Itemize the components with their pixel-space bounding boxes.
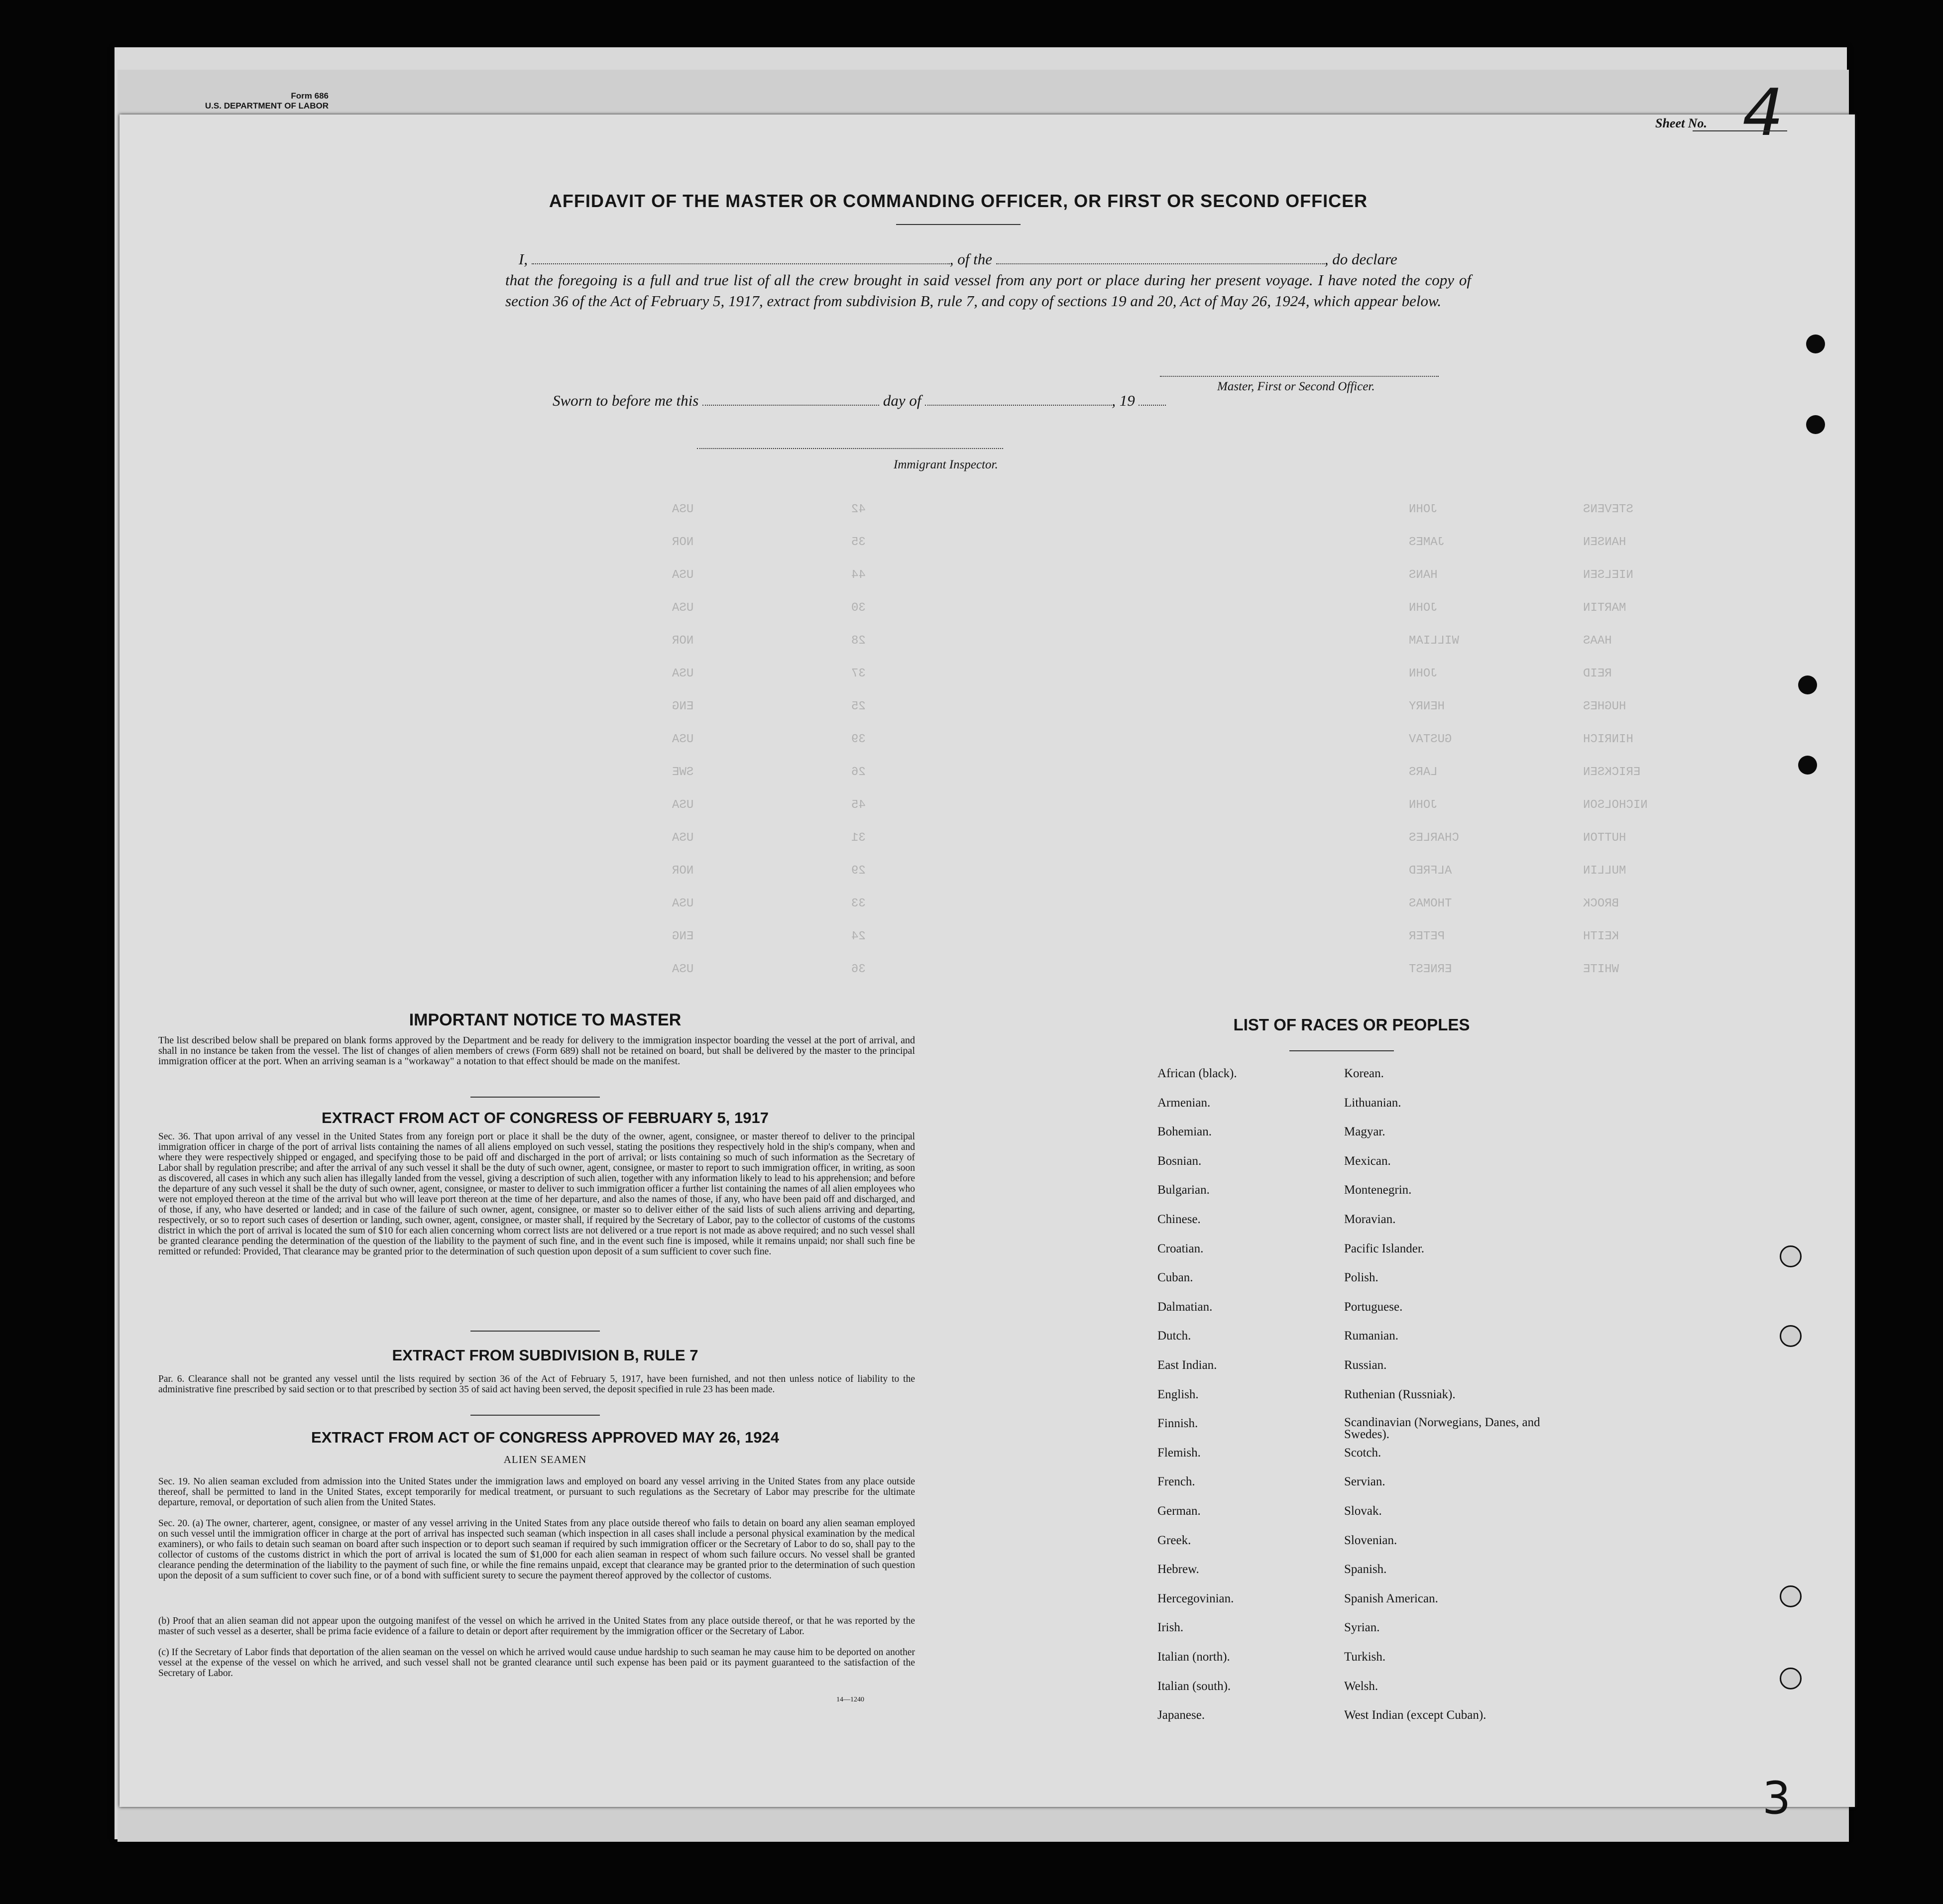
race-entry: Chinese. [1157, 1213, 1201, 1226]
bleedthrough-text: ERICKSEN [1583, 766, 1641, 779]
race-entry: Greek. [1157, 1533, 1191, 1547]
bleedthrough-text: NOR [672, 864, 694, 878]
race-entry: Hercegovinian. [1157, 1591, 1234, 1605]
race-entry: Italian (north). [1157, 1650, 1230, 1664]
bleedthrough-text: HUTTON [1583, 831, 1626, 845]
race-entry: Portuguese. [1344, 1300, 1403, 1314]
bleedthrough-text: MARTIN [1583, 601, 1626, 615]
form-number: Form 686 [291, 91, 329, 101]
bleedthrough-text: JOHN [1409, 667, 1438, 680]
races-title: LIST OF RACES OR PEOPLES [1233, 1015, 1470, 1034]
bleedthrough-text: NOR [672, 536, 694, 549]
section-20b-text: (b) Proof that an alien seaman did not appear upon the outgoing manifest of the vessel on which he arrived in the United States from any place outside thereof, or that he was reported by the master of such vessel as a deserter, shall be prima facie evidence of a failure to detain or deport after requirement by the immigration officer or the Secretary of Labor. [158, 1616, 915, 1637]
race-entry: Hebrew. [1157, 1563, 1199, 1576]
bleedthrough-text: 31 [851, 831, 866, 845]
bleedthrough-text: ENG [672, 700, 694, 713]
bleedthrough-text: 37 [851, 667, 866, 680]
bleedthrough-text: SWE [672, 766, 694, 779]
race-entry: East Indian. [1157, 1358, 1217, 1372]
bleedthrough-text: THOMAS [1409, 897, 1452, 910]
race-entry: Montenegrin. [1344, 1183, 1412, 1197]
bleedthrough-text: NOR [672, 634, 694, 648]
bleedthrough-text: MULLIN [1583, 864, 1626, 878]
bleedthrough-text: USA [672, 568, 694, 582]
form-identifier [144, 91, 329, 111]
race-entry: Dalmatian. [1157, 1300, 1213, 1314]
binder-hole [1780, 1668, 1802, 1689]
race-entry: Finnish. [1157, 1417, 1198, 1431]
bleedthrough-text: WHITE [1583, 963, 1619, 976]
extract-1917-title: EXTRACT FROM ACT OF CONGRESS OF FEBRUARY 5, 1917 [322, 1109, 769, 1126]
race-entry: Scotch. [1344, 1446, 1381, 1459]
sheet-number-underline [1693, 130, 1787, 131]
sheet-number-label: Sheet No. [1655, 116, 1707, 130]
extract-1917-text: Sec. 36. That upon arrival of any vessel in the United States from any foreign port or place it shall be the duty of the owner, agent, consignee, or master thereof to deliver to the principal immigration officer in charge of the port of arrival lists containing the names of all aliens employed on such vessel, stating the positions they respectively hold in the ship's company, when and where they were respectively shipped or engaged, and specifying those to be paid off and discharged in the port of arrival; or lists containing so much of such information as the Secretary of Labor shall by regulation prescribe; and after the arrival of any such vessel it shall be the duty of such owner, agent, consignee, or master to report to such immigration officer, in writing, as soon as discovered, all cases in which any such alien has illegally landed from the vessel, giving a description of such alien, together with any information likely to lead to his apprehension; and before the departure of any such vessel it shall be the duty of such owner, agent, consignee, or master to deliver to such immigration officer a further list containing the names of all alien employees who were not employed thereon at the time of the arrival but who will leave port thereon at the time of her departure, and also the names of those, if any, who have been paid off and discharged, and of those, if any, who have deserted or landed; and in case of the failure of such owner, agent, consignee, or master so to deliver either of the said lists of such aliens arriving and departing, respectively, or so to report such cases of desertion or landing, such owner, agent, consignee, or master shall, if required by the Secretary of Labor, pay to the collector of customs of the customs district in which the port of arrival is located the sum of $10 for each alien concerning whom correct lists are not delivered or a true report is not made as above required; and no such vessel shall be granted clearance pending the determination of the question of the liability to the payment of such fine, and in the event such fine is imposed, while it remains unpaid; nor shall such fine be remitted or refunded: Provided, That clearance may be granted prior to the determination of such question upon deposit of a sum sufficient to cover such fine. [158, 1131, 915, 1257]
sworn-year-field[interactable] [1139, 405, 1166, 406]
race-entry: Turkish. [1344, 1650, 1386, 1664]
race-entry: Bohemian. [1157, 1125, 1212, 1139]
race-entry: Rumanian. [1344, 1329, 1399, 1343]
bleedthrough-text: 30 [851, 601, 866, 615]
binder-hole [1780, 1245, 1802, 1267]
title-rule [896, 224, 1021, 225]
bleedthrough-text: JAMES [1409, 536, 1445, 549]
bleedthrough-text: ENG [672, 930, 694, 943]
race-entry: Polish. [1344, 1271, 1378, 1285]
binder-hole [1806, 415, 1825, 434]
officer-signature-field[interactable] [1160, 376, 1439, 377]
race-entry: Flemish. [1157, 1446, 1201, 1459]
bleedthrough-text: 29 [851, 864, 866, 878]
race-entry: Korean. [1344, 1067, 1384, 1080]
print-code: 14—1240 [836, 1696, 864, 1703]
affidavit-body: that the foregoing is a full and true list of all the crew brought in said vessel from any port or place during her present voyage. I have noted the copy of section 36 of the Act of February 5, 1917, extract from subdivision B, rule 7, and copy of sections 19 and 20, Act of May 26, 1924, which appear below. [505, 271, 1471, 310]
affidavit-title: AFFIDAVIT OF THE MASTER OR COMMANDING OFFICER, OR FIRST OR SECOND OFFICER [549, 191, 1368, 211]
vessel-name-field[interactable] [996, 263, 1325, 264]
bleedthrough-text: NIELSEN [1583, 568, 1633, 582]
day-of-label: day of [883, 392, 921, 409]
binder-hole [1806, 335, 1825, 353]
race-entry: Irish. [1157, 1621, 1184, 1635]
section-20a-text: Sec. 20. (a) The owner, charterer, agent, consignee, or master of any vessel arriving in the United States from any place outside thereof who fails to detain on board any alien seaman employed on such vessel until the immigration officer in charge at the port of arrival has inspected such seaman (which inspection in all cases shall include a personal physical examination by the medical examiners), or who fails to detain such seaman on board after such inspection or to deport such seaman if required by such immigration officer or the Secretary of Labor to do so, shall pay to the collector of customs of the customs district in which the port of arrival is located the sum of $1,000 for each alien seaman in respect of whom such failure occurs. No vessel shall be granted clearance pending the determination of the liability to the payment of such fine, or while the fine remains unpaid, except that clearance may be granted prior to the determination of such question upon the deposit of a sum sufficient to cover such fine, or of a bond with sufficient surety to secure the payment thereof approved by the collector of customs. [158, 1518, 915, 1581]
race-entry: French. [1157, 1475, 1195, 1489]
bleedthrough-text: USA [672, 601, 694, 615]
race-entry: Lithuanian. [1344, 1096, 1401, 1110]
binder-hole [1798, 675, 1817, 694]
bleedthrough-text: 36 [851, 963, 866, 976]
bleedthrough-text: 35 [851, 536, 866, 549]
notice-title: IMPORTANT NOTICE TO MASTER [409, 1010, 682, 1029]
race-entry: African (black). [1157, 1067, 1237, 1080]
race-entry: Ruthenian (Russniak). [1344, 1387, 1456, 1401]
race-entry: Magyar. [1344, 1125, 1385, 1139]
bleedthrough-text: ERNEST [1409, 963, 1452, 976]
race-entry: Russian. [1344, 1358, 1387, 1372]
affidavit-declaration-line [505, 249, 1471, 270]
bleedthrough-text: JOHN [1409, 798, 1438, 812]
bleedthrough-text: KEITH [1583, 930, 1619, 943]
bleedthrough-text: GUSTAV [1409, 733, 1452, 746]
alien-seamen-subtitle: ALIEN SEAMEN [503, 1454, 587, 1465]
sworn-month-field[interactable] [925, 405, 1112, 406]
bleedthrough-text: 45 [851, 798, 866, 812]
race-entry: Welsh. [1344, 1679, 1378, 1693]
race-entry: German. [1157, 1504, 1201, 1518]
bleedthrough-text: PETER [1409, 930, 1445, 943]
race-entry: Japanese. [1157, 1708, 1205, 1722]
bleedthrough-text: HINRICH [1583, 733, 1633, 746]
bleedthrough-text: 33 [851, 897, 866, 910]
bleedthrough-text: BROCK [1583, 897, 1619, 910]
notice-rule [470, 1097, 600, 1098]
bleedthrough-text: 26 [851, 766, 866, 779]
extract-1924-title: EXTRACT FROM ACT OF CONGRESS APPROVED MAY 26, 1924 [311, 1429, 779, 1446]
bleedthrough-text: USA [672, 963, 694, 976]
bleedthrough-text: USA [672, 733, 694, 746]
race-entry: Spanish. [1344, 1563, 1387, 1576]
extract-1917-rule [470, 1331, 600, 1332]
bleedthrough-text: HANSEN [1583, 536, 1626, 549]
race-entry: Bulgarian. [1157, 1183, 1210, 1197]
bleedthrough-text: USA [672, 897, 694, 910]
bleedthrough-text: 28 [851, 634, 866, 648]
bleedthrough-text: HANS [1409, 568, 1438, 582]
sworn-label: Sworn to before me this [553, 392, 699, 409]
declarant-name-field[interactable] [532, 263, 950, 264]
binder-hole [1780, 1325, 1802, 1347]
bleedthrough-text: LARS [1409, 766, 1438, 779]
inspector-caption: Immigrant Inspector. [894, 458, 998, 471]
race-entry: Servian. [1344, 1475, 1385, 1489]
rule7-rule [470, 1415, 600, 1416]
race-entry: Slovenian. [1344, 1533, 1397, 1547]
bleedthrough-text: NICHOLSON [1583, 798, 1648, 812]
sworn-line [553, 392, 1166, 410]
bleedthrough-text: CHARLES [1409, 831, 1459, 845]
bleedthrough-text: HENRY [1409, 700, 1445, 713]
sworn-day-field[interactable] [702, 405, 879, 406]
race-entry: Mexican. [1344, 1154, 1391, 1168]
rule7-text: Par. 6. Clearance shall not be granted any vessel until the lists required by section 36 of the Act of February 5, 1917, have been furnished, and not then unless notice of liability to the administrative fine prescribed by said section or to that prescribed by section 35 of said act having been served, the deposit specified in rule 23 has been made. [158, 1374, 915, 1395]
bleedthrough-text: USA [672, 798, 694, 812]
rule7-title: EXTRACT FROM SUBDIVISION B, RULE 7 [392, 1346, 698, 1364]
sheet-number-handwritten: 4 [1742, 75, 1784, 150]
race-entry: Scandinavian (Norwegians, Danes, and Swedes). [1344, 1416, 1540, 1442]
section-20c-text: (c) If the Secretary of Labor finds that deportation of the alien seaman on the vessel on which he arrived would cause undue hardship to such seaman he may cause him to be deported on another vessel at the expense of the vessel on which he arrived, and such vessel shall not be granted clearance until such expense has been paid or its payment guaranteed to the satisfaction of the Secretary of Labor. [158, 1647, 915, 1679]
bleedthrough-text: HAAS [1583, 634, 1612, 648]
bleedthrough-text: USA [672, 831, 694, 845]
race-entry: Bosnian. [1157, 1154, 1202, 1168]
bleedthrough-text: USA [672, 503, 694, 516]
declarant-prefix: I, [518, 250, 528, 268]
bleedthrough-text: JOHN [1409, 503, 1438, 516]
bleedthrough-text: REID [1583, 667, 1612, 680]
race-entry: Croatian. [1157, 1241, 1204, 1255]
race-entry: Cuban. [1157, 1271, 1193, 1285]
bleedthrough-text: USA [672, 667, 694, 680]
race-entry: English. [1157, 1387, 1199, 1401]
binder-hole [1798, 756, 1817, 775]
bleedthrough-text: 25 [851, 700, 866, 713]
bleedthrough-text: STEVENS [1583, 503, 1633, 516]
section-19-text: Sec. 19. No alien seaman excluded from admission into the United States under the immigration laws and employed on board any vessel arriving in the United States from any place outside thereof, shall be permitted to land in the United States, except temporarily for medical treatment, or pursuant to such regulations as the Secretary of Labor may prescribe for the ultimate departure, removal, or deportation of such alien from the United States. [158, 1476, 915, 1508]
department-name: U.S. DEPARTMENT OF LABOR [205, 101, 329, 111]
race-entry: Dutch. [1157, 1329, 1191, 1343]
of-the-label: , of the [949, 250, 992, 268]
bleedthrough-text: 39 [851, 733, 866, 746]
bleedthrough-text: HUGHES [1583, 700, 1626, 713]
race-entry: West Indian (except Cuban). [1344, 1708, 1486, 1722]
race-entry: Spanish American. [1344, 1591, 1438, 1605]
bleedthrough-text: WILLIAM [1409, 634, 1459, 648]
bleedthrough-text: 24 [851, 930, 866, 943]
inspector-signature-field[interactable] [697, 448, 1003, 449]
bleedthrough-text: ALFRED [1409, 864, 1452, 878]
affidavit-text [505, 249, 1471, 312]
corner-handwritten-mark: 3 [1762, 1772, 1791, 1824]
race-entry: Italian (south). [1157, 1679, 1231, 1693]
race-entry: Pacific Islander. [1344, 1241, 1425, 1255]
bleedthrough-text: 44 [851, 568, 866, 582]
binder-hole [1780, 1585, 1802, 1607]
race-entry: Moravian. [1344, 1213, 1396, 1226]
officer-signature-caption: Master, First or Second Officer. [1217, 380, 1375, 393]
race-entry: Syrian. [1344, 1621, 1380, 1635]
bleedthrough-text: 42 [851, 503, 866, 516]
race-entry: Armenian. [1157, 1096, 1211, 1110]
bleedthrough-text: JOHN [1409, 601, 1438, 615]
races-rule [1289, 1050, 1394, 1051]
do-declare-label: , do declare [1324, 250, 1397, 268]
race-entry: Slovak. [1344, 1504, 1382, 1518]
year-prefix-label: , 19 [1112, 392, 1135, 409]
notice-text: The list described below shall be prepared on blank forms approved by the Department and be ready for delivery to the immigration inspector boarding the vessel at the port of arrival, and shall in no instance be taken from the vessel. The list of changes of alien members of crews (Form 689) shall not be retained on board, but shall be delivered by the master to the principal immigration officer at the port. When an arriving seaman is a "workaway" a notation to that effect should be made on the manifest. [158, 1035, 915, 1067]
